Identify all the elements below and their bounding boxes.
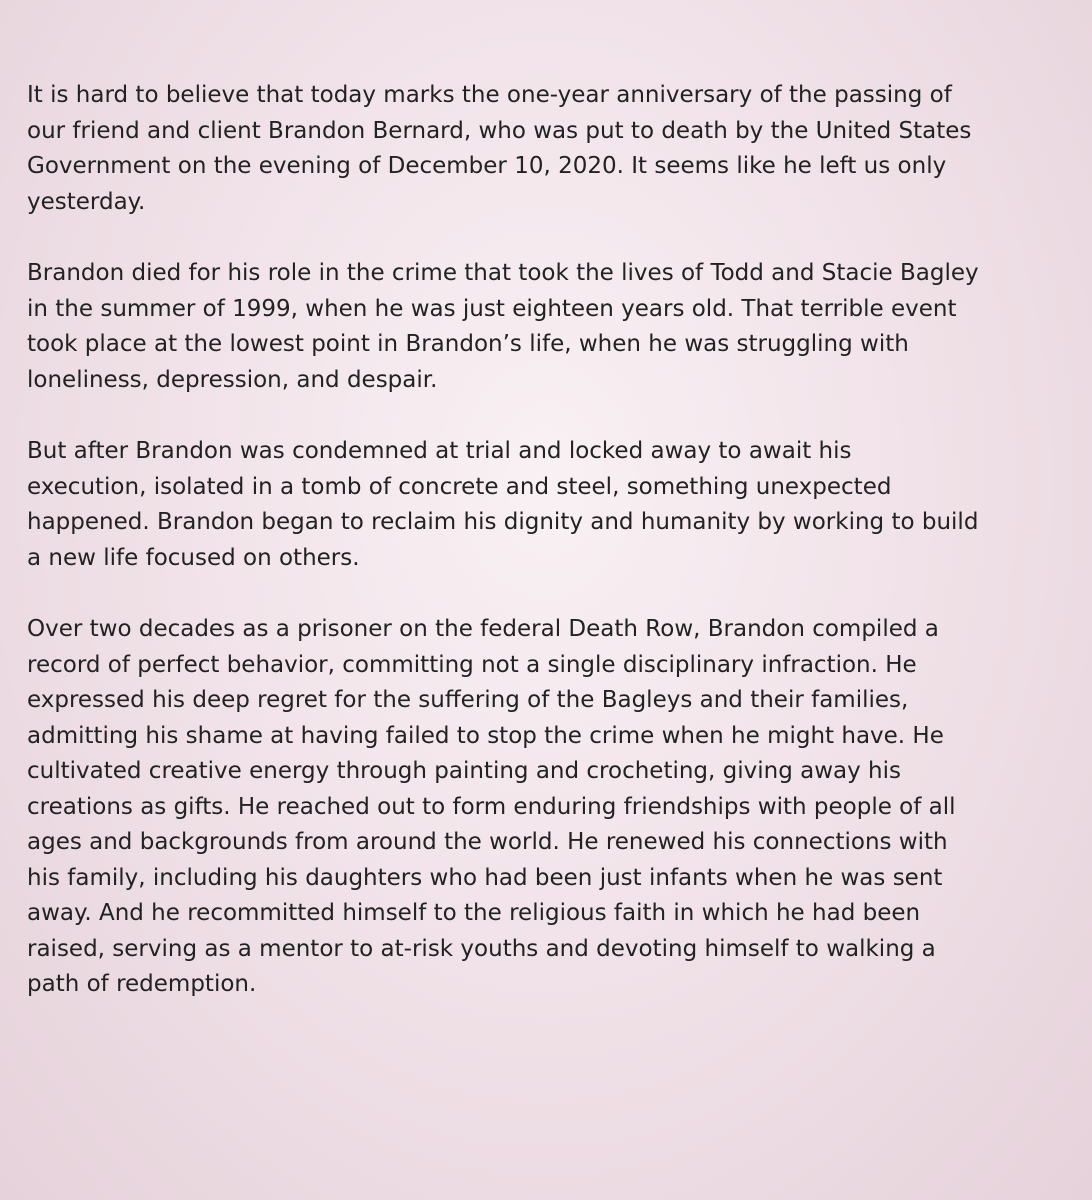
paragraph-4 xyxy=(27,612,1087,1003)
paragraph-line: happened. Brandon began to reclaim his dignity and humanity by working to build xyxy=(27,509,979,535)
paragraph-line: our friend and client Brandon Bernard, who was put to death by the United States xyxy=(27,117,972,144)
document-body xyxy=(27,78,1087,1039)
paragraph-line: in the summer of 1999, when he was just eighteen years old. That terrible event xyxy=(27,295,957,322)
paragraph-2 xyxy=(27,256,1087,398)
paragraph-line: Over two decades as a prisoner on the federal Death Row, Brandon compiled a xyxy=(27,616,939,642)
paragraph-line: Government on the evening of December 10, 2020. It seems like he left us only xyxy=(27,153,947,179)
paragraph-line: path of redemption. xyxy=(27,971,257,997)
paragraph-line: took place at the lowest point in Brandon’s life, when he was struggling with xyxy=(27,331,909,357)
paragraph-1 xyxy=(27,78,1087,220)
paragraph-line: cultivated creative energy through painting and crocheting, giving away his xyxy=(27,758,901,784)
paragraph-line: loneliness, depression, and despair. xyxy=(27,366,438,393)
paragraph-line: It is hard to believe that today marks the one-year anniversary of the passing of xyxy=(27,82,952,108)
paragraph-line: yesterday. xyxy=(27,188,146,215)
paragraph-line: record of perfect behavior, committing not a single disciplinary infraction. He xyxy=(27,651,917,678)
paragraph-line: raised, serving as a mentor to at-risk youths and devoting himself to walking a xyxy=(27,935,936,962)
paragraph-line: creations as gifts. He reached out to form enduring friendships with people of all xyxy=(27,793,956,820)
paragraph-line: ages and backgrounds from around the world. He renewed his connections with xyxy=(27,829,948,855)
paragraph-line: admitting his shame at having failed to stop the crime when he might have. He xyxy=(27,722,944,749)
paragraph-line: expressed his deep regret for the suffering of the Bagleys and their families, xyxy=(27,687,909,713)
paragraph-line: away. And he recommitted himself to the religious faith in which he had been xyxy=(27,900,921,926)
paragraph-line: a new life focused on others. xyxy=(27,544,360,571)
paragraph-3 xyxy=(27,434,1087,576)
paragraph-line: his family, including his daughters who had been just infants when he was sent xyxy=(27,864,943,891)
paragraph-line: Brandon died for his role in the crime that took the lives of Todd and Stacie Bagley xyxy=(27,260,979,286)
paragraph-line: execution, isolated in a tomb of concrete and steel, something unexpected xyxy=(27,473,892,500)
paragraph-line: But after Brandon was condemned at trial and locked away to await his xyxy=(27,438,852,464)
